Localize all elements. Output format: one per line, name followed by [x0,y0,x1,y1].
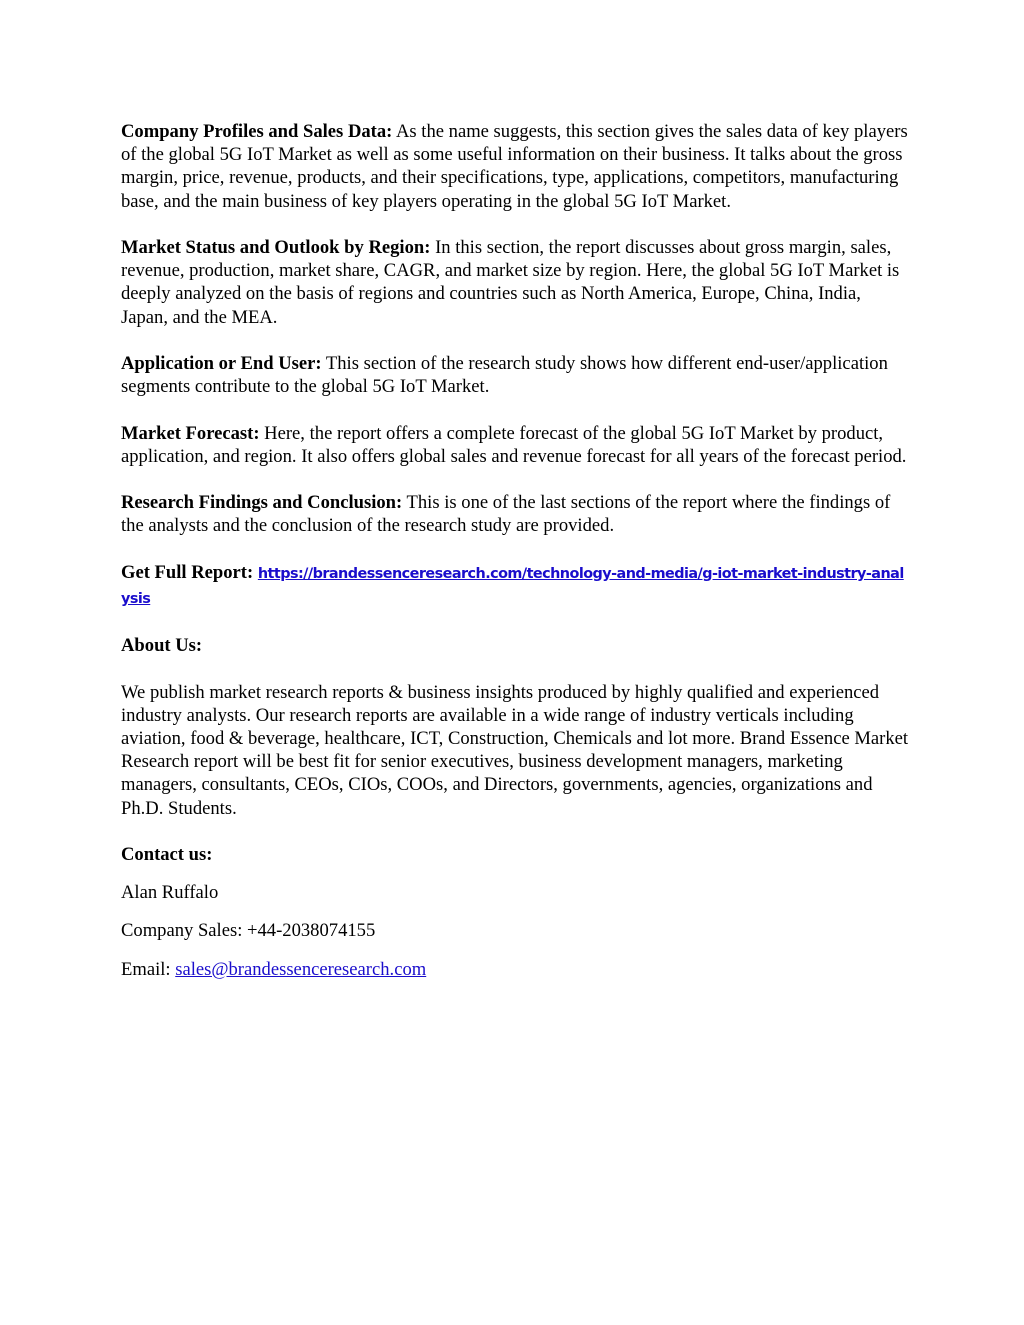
full-report-link[interactable]: https://brandessenceresearch.com/technology-and-media/g-iot-market-industry-analysis [121,565,904,607]
section-text: This section of the research study shows how different end-user/application segments contribute to the global 5G IoT Market. [121,353,888,398]
contact-sales: Company Sales: +44-2038074155 [121,920,376,942]
contact-heading: Contact us: [121,843,213,865]
full-report-line [121,561,911,611]
document-page [121,120,911,996]
section-text: This is one of the last sections of the report where the findings of the analysts and the conclusion of the research study are provided. [121,492,891,537]
email-label: Email: [121,958,176,980]
section-label: Application or End User: [121,353,322,374]
contact-email-line [121,958,911,981]
section-label: Company Profiles and Sales Data: [121,121,393,142]
section-market-status [121,236,911,329]
section-market-forecast [121,422,911,468]
section-application [121,352,911,398]
section-text: In this section, the report discusses about gross margin, sales, revenue, production, market share, CAGR, and market size by region. Here, the global 5G IoT Market is deeply analyzed on the basis of regions and countries such as North America, Europe, China, India, Japan, and the MEA. [121,237,900,328]
section-company-profiles [121,120,911,213]
section-research-findings [121,491,911,537]
section-text: Here, the report offers a complete forecast of the global 5G IoT Market by product, application, and region. It also offers global sales and revenue forecast for all years of the forecast period. [121,422,907,467]
section-label: Market Status and Outlook by Region: [121,237,431,258]
about-heading: About Us: [121,635,203,657]
section-label: Research Findings and Conclusion: [121,492,403,514]
contact-name: Alan Ruffalo [121,882,219,904]
section-label: Market Forecast: [121,422,260,444]
section-text: As the name suggests, this section gives the sales data of key players of the global 5G IoT Market as well as some useful information on their business. It talks about the gross margin, price, revenue, products, and their specifications, type, applications, competitors, manufacturing base, and the main business of key players operating in the global 5G IoT Market. [121,121,908,212]
about-text: We publish market research reports & business insights produced by highly qualified and experienced industry analysts. Our research reports are available in a wide range of industry verticals including aviation, food & beverage, healthcare, ICT, Construction, Chemicals and lot more. Brand Essence Market Research report will be best fit for senior executives, business development managers, marketing managers, consultants, CEOs, CIOs, COOs, and Directors, governments, agencies, organizations and Ph.D. Students. [121,681,909,819]
email-link[interactable]: sales@brandessenceresearch.com [175,958,427,980]
full-report-label: Get Full Report: [121,561,254,583]
